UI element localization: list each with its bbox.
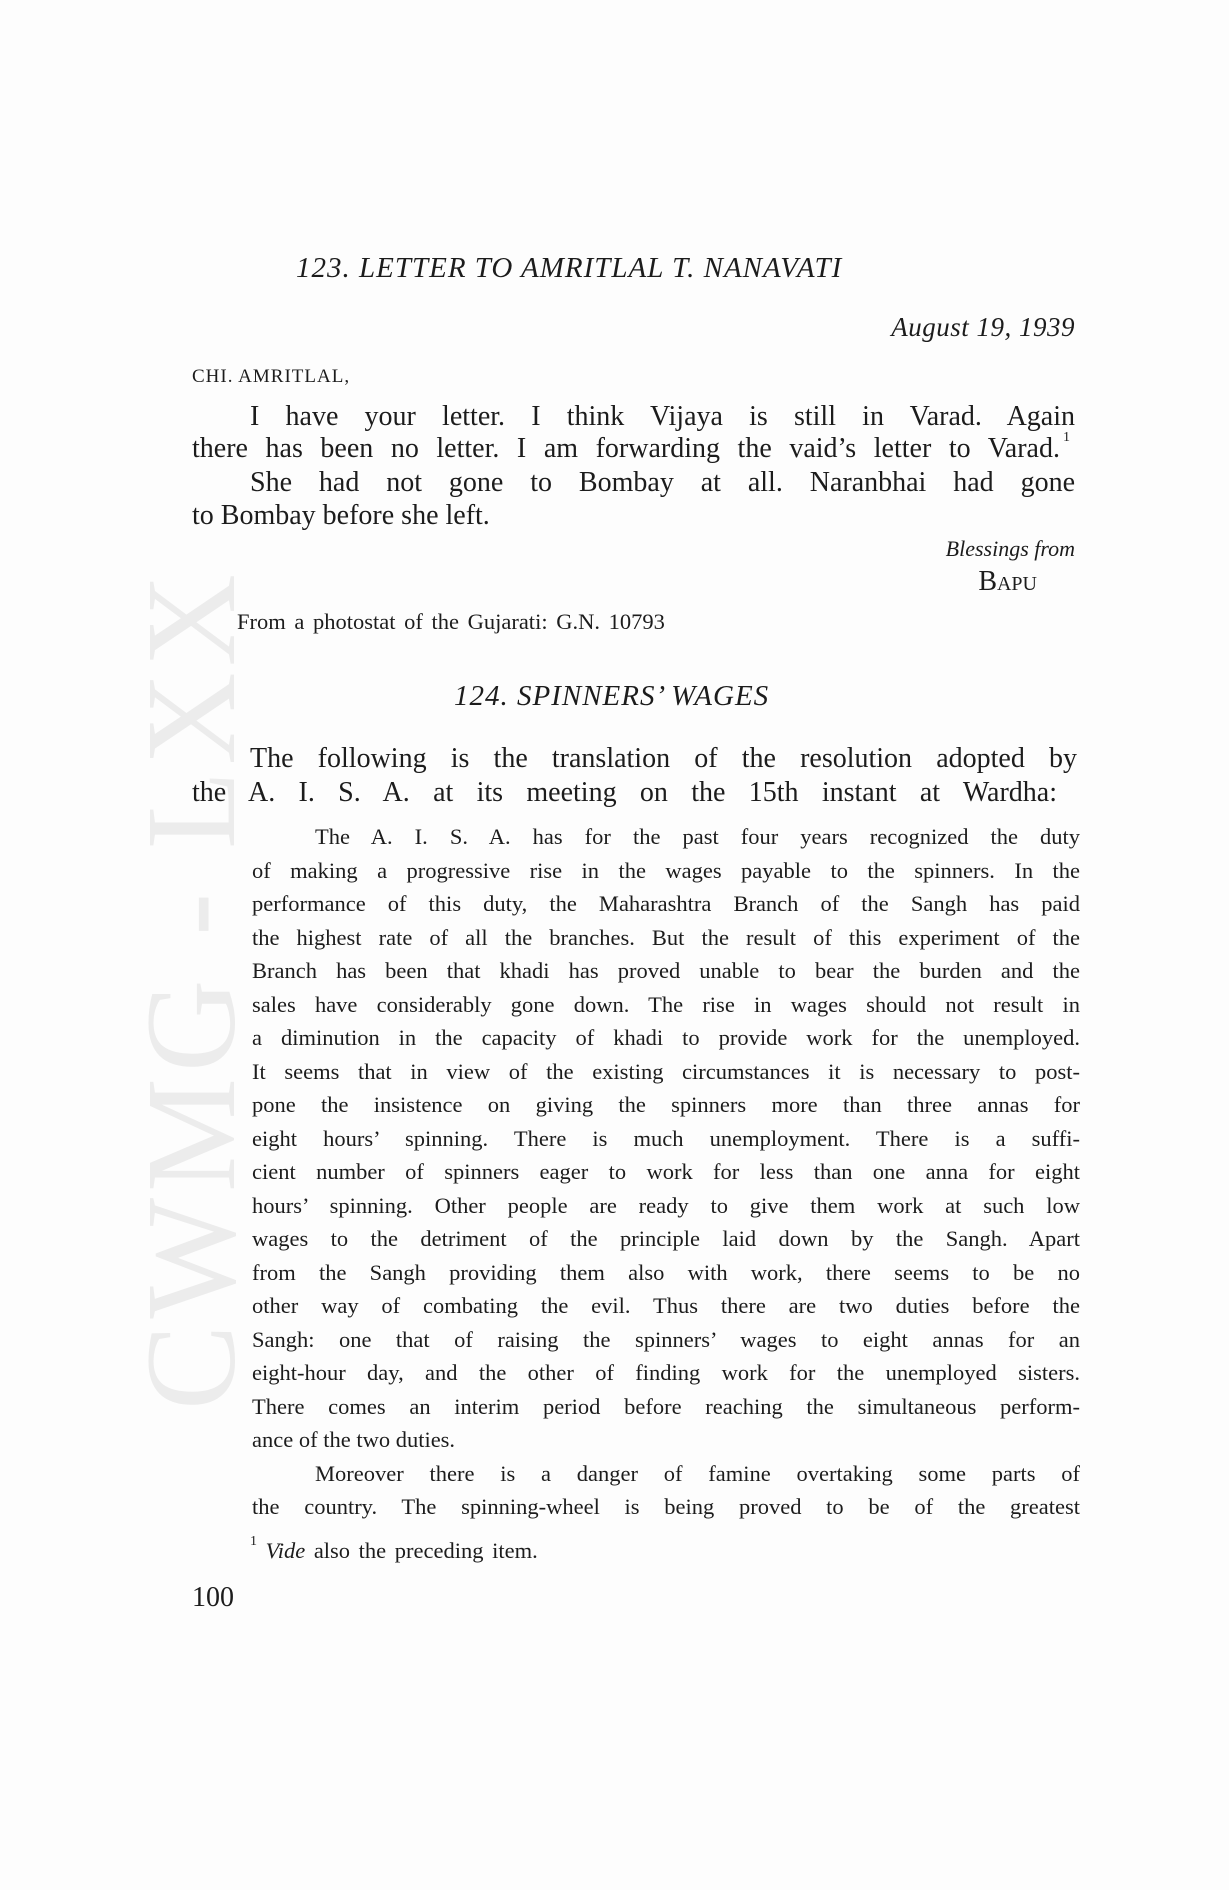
letter-line: there has been no letter. I am forwarding the vaid’s letter to Varad. bbox=[192, 433, 1060, 464]
resolution-line: the highest rate of all the branches. But the result of this experiment of the bbox=[252, 924, 1080, 950]
letter-date: August 19, 1939 bbox=[891, 312, 1075, 342]
letter-line: She had not gone to Bombay at all. Naranbhai had gone bbox=[250, 467, 1075, 498]
footnote bbox=[250, 1534, 538, 1564]
resolution-line: wages to the detriment of the principle laid down by the Sangh. Apart bbox=[252, 1226, 1080, 1251]
resolution-line: The A. I. S. A. has for the past four years recognized the duty bbox=[315, 824, 1080, 849]
resolution-line: the country. The spinning-wheel is being proved to be of the greatest bbox=[252, 1494, 1080, 1519]
resolution-line: hours’ spinning. Other people are ready to give them work at such low bbox=[252, 1192, 1080, 1218]
resolution-line: It seems that in view of the existing circumstances it is necessary to post- bbox=[252, 1058, 1080, 1084]
resolution-line: a diminution in the capacity of khadi to provide work for the unemployed. bbox=[252, 1025, 1080, 1050]
resolution-line: eight hours’ spinning. There is much unemployment. There is a suffi- bbox=[252, 1125, 1080, 1151]
footnote-marker: 1 bbox=[250, 1534, 257, 1549]
resolution-line: pone the insistence on giving the spinners more than three annas for bbox=[252, 1092, 1080, 1117]
source-note: From a photostat of the Gujarati: G.N. 10793 bbox=[237, 609, 665, 634]
intro-line: the A. I. S. A. at its meeting on the 15th instant at Wardha: bbox=[192, 777, 1057, 808]
signature: Bapu bbox=[978, 566, 1037, 597]
letter-title: 123. LETTER TO AMRITLAL T. NANAVATI bbox=[296, 252, 843, 284]
resolution-line: from the Sangh providing them also with work, there seems to be no bbox=[252, 1259, 1080, 1285]
resolution-line: of making a progressive rise in the wages payable to the spinners. In the bbox=[252, 857, 1080, 883]
resolution-line: other way of combating the evil. Thus there are two duties before the bbox=[252, 1293, 1080, 1318]
letter-line: to Bombay before she left. bbox=[192, 500, 490, 531]
resolution-line: sales have considerably gone down. The rise in wages should not result in bbox=[252, 991, 1080, 1017]
closing: Blessings from bbox=[945, 536, 1075, 561]
letter-line: I have your letter. I think Vijaya is still in Varad. Again bbox=[250, 401, 1075, 432]
resolution-line: Moreover there is a danger of famine overtaking some parts of bbox=[315, 1460, 1080, 1486]
resolution-line: cient number of spinners eager to work for less than one anna for eight bbox=[252, 1159, 1080, 1184]
footnote-text: also the preceding item. bbox=[313, 1538, 538, 1563]
intro-line: The following is the translation of the resolution adopted by bbox=[250, 743, 1077, 774]
resolution-line: Branch has been that khadi has proved unable to bear the burden and the bbox=[252, 958, 1080, 983]
resolution-line: There comes an interim period before reaching the simultaneous perform- bbox=[252, 1393, 1080, 1419]
footnote-ref: 1 bbox=[1063, 430, 1070, 445]
salutation: CHI. AMRITLAL, bbox=[192, 366, 351, 387]
resolution-line: ance of the two duties. bbox=[252, 1427, 456, 1452]
watermark: CWMG - LXX bbox=[120, 567, 262, 1410]
resolution-line: performance of this duty, the Maharashtra Branch of the Sangh has paid bbox=[252, 891, 1080, 916]
page-number: 100 bbox=[192, 1582, 234, 1613]
resolution-line: Sangh: one that of raising the spinners’ wages to eight annas for an bbox=[252, 1326, 1080, 1352]
footnote-vide: Vide bbox=[265, 1538, 306, 1563]
section-title: 124. SPINNERS’ WAGES bbox=[454, 680, 770, 712]
resolution-line: eight-hour day, and the other of finding work for the unemployed sisters. bbox=[252, 1360, 1080, 1385]
